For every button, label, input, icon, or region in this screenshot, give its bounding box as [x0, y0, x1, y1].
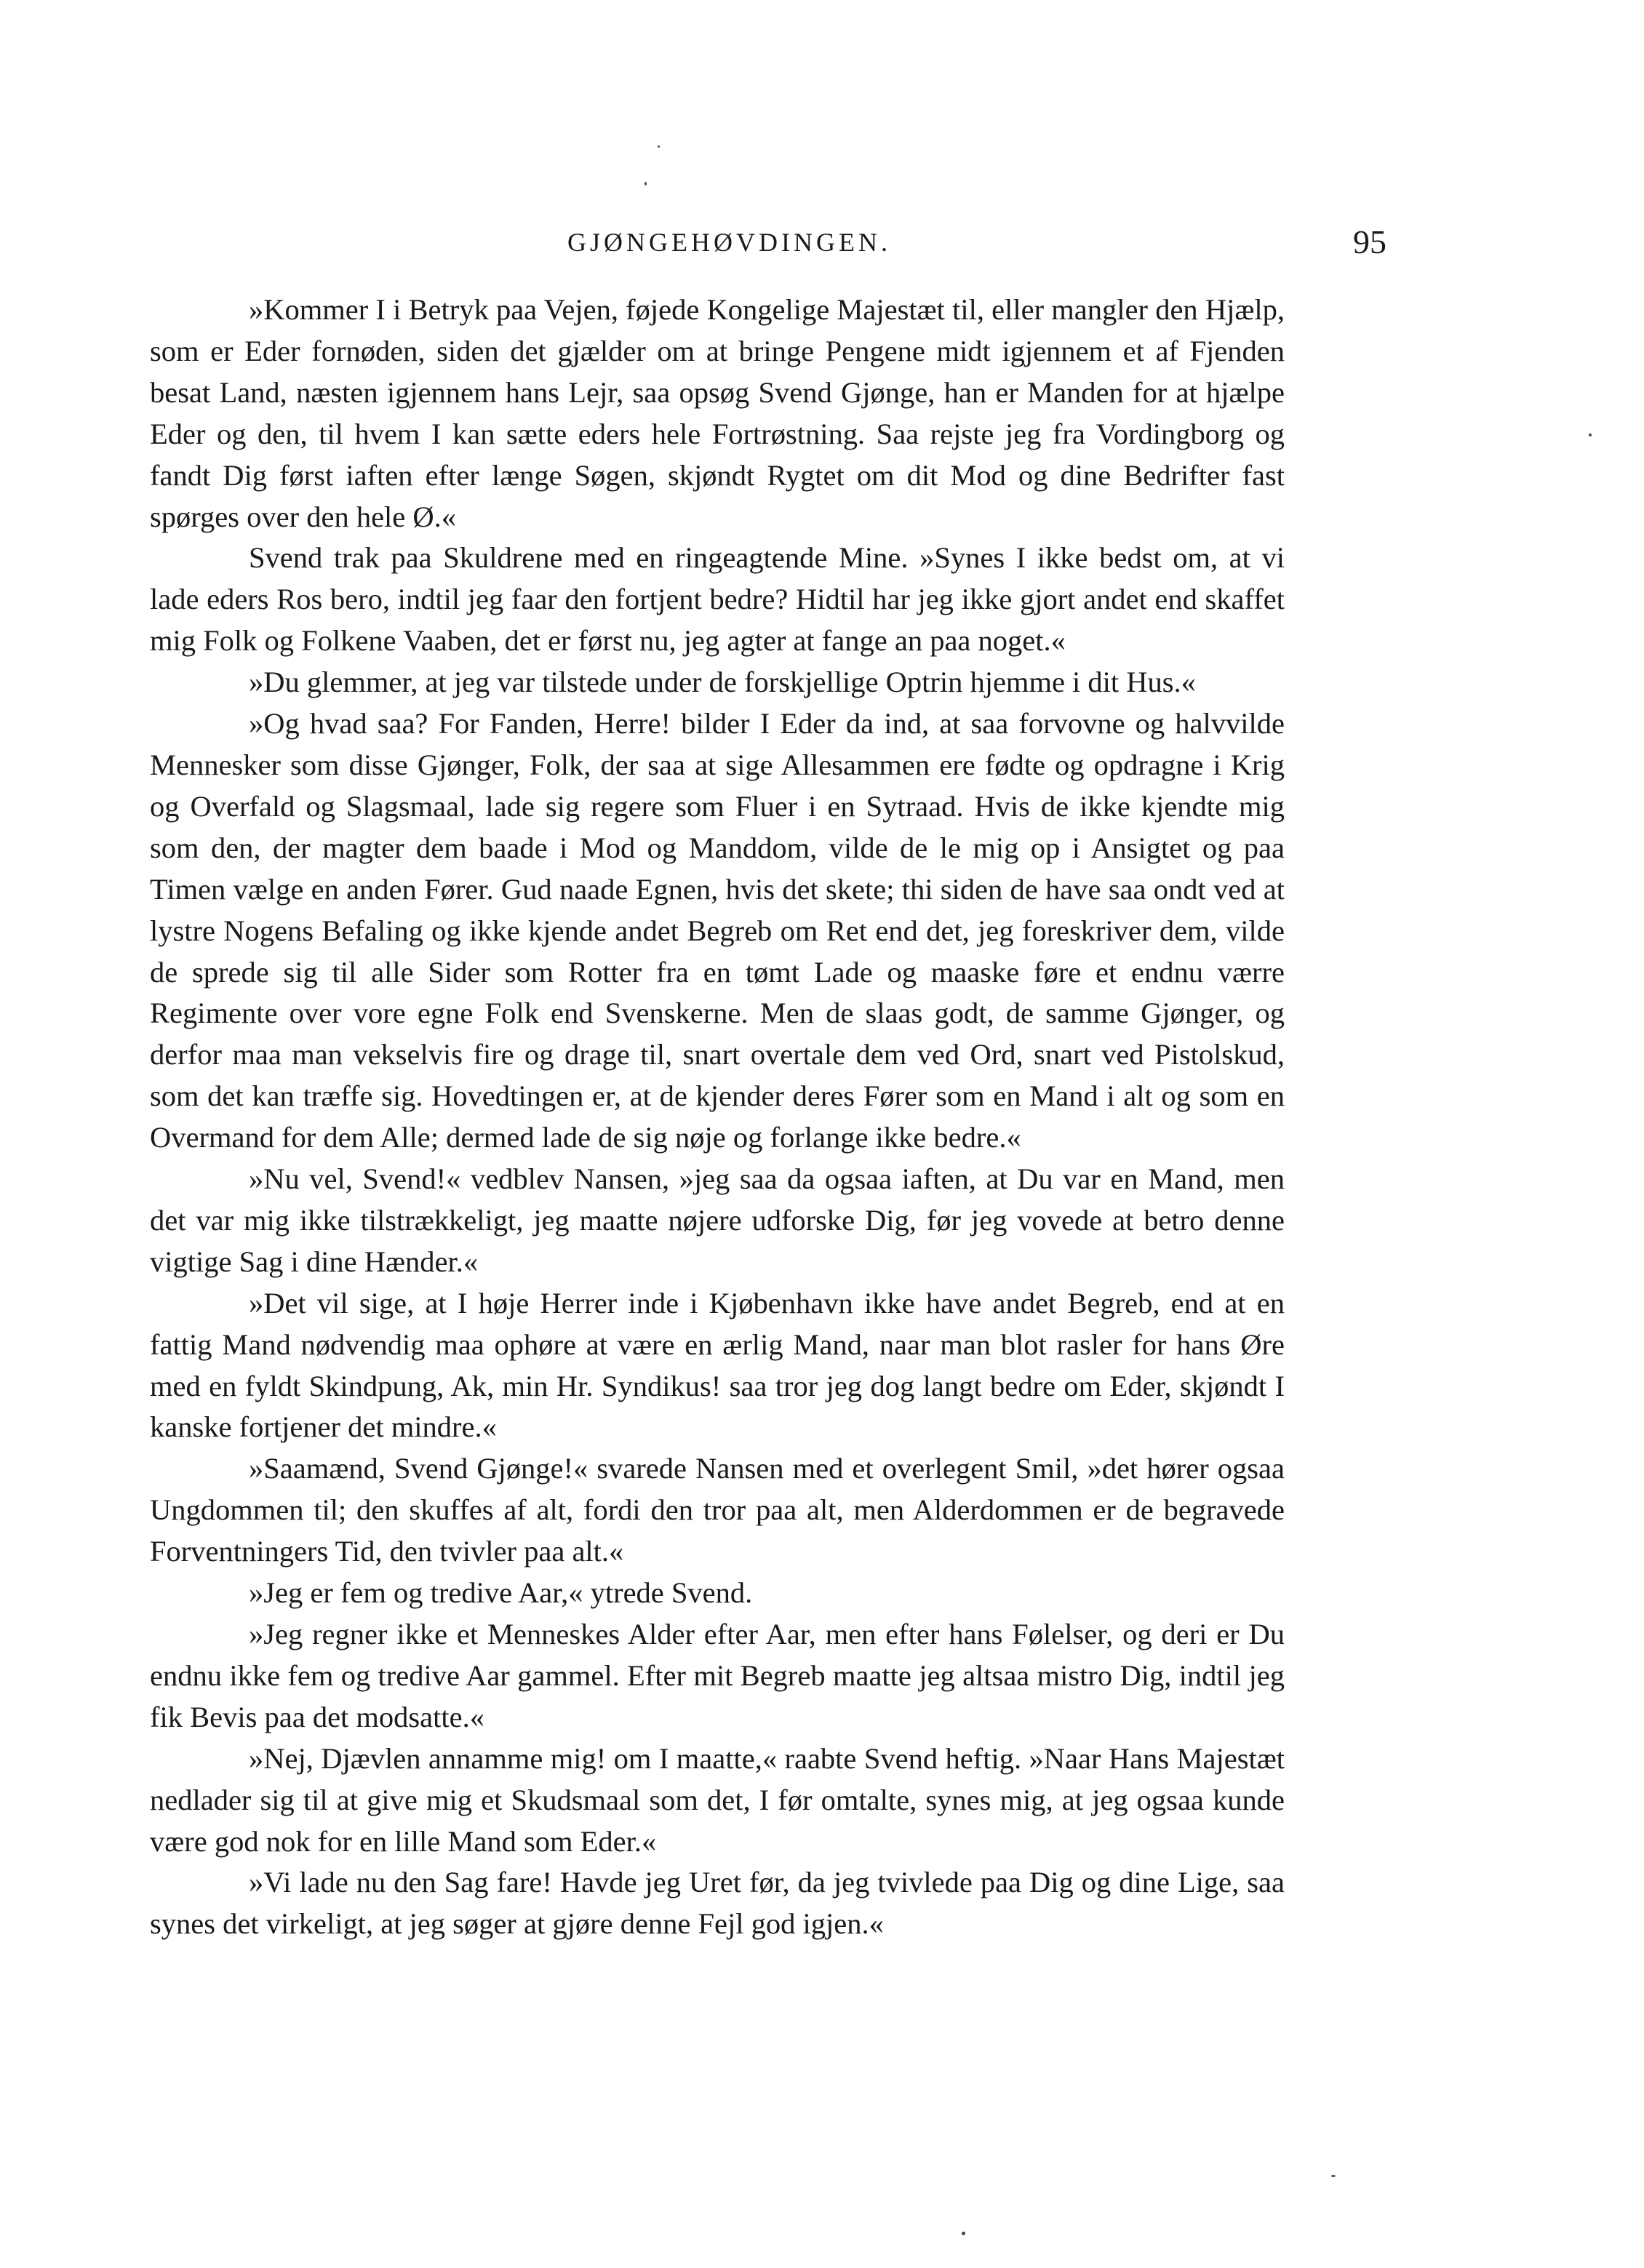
paragraph: »Nu vel, Svend!« vedblev Nansen, »jeg saa da ogsaa iaften, at Du var en Mand, men det var mig ikke tilstrækkeligt, jeg maatte nøjere udforske Dig, før jeg vovede at betro denne vigtige Sag i dine Hænder.«: [150, 1162, 1285, 1278]
paragraph: »Jeg regner ikke et Menneskes Alder efter Aar, men efter hans Følelser, og deri er Du endnu ikke fem og tredive Aar gammel. Efter mit Begreb maatte jeg altsaa mistro Dig, indtil jeg fik Bevis paa det modsatte.«: [150, 1618, 1285, 1733]
running-head-title: GJØNGEHØVDINGEN.: [567, 228, 891, 257]
page-number: 95: [1353, 223, 1386, 260]
print-speck: [962, 2232, 965, 2235]
body-text: [150, 290, 1285, 1945]
paragraph: »Vi lade nu den Sag fare! Havde jeg Uret før, da jeg tvivlede paa Dig og dine Lige, saa synes det virkeligt, at jeg søger at gjøre denne Fejl god igjen.«: [150, 1866, 1285, 1941]
paragraph: »Det vil sige, at I høje Herrer inde i Kjøbenhavn ikke have andet Begreb, end at en fattig Mand nødvendig maa ophøre at være en ærlig Mand, naar man blot rasler for hans Øre med en fyldt Skindpung, Ak, min Hr. Syndikus! saa tror jeg dog langt bedre om Eder, skjøndt I kanske fortjener det mindre.«: [150, 1286, 1285, 1444]
paragraph: »Saamænd, Svend Gjønge!« svarede Nansen med et overlegent Smil, »det hører ogsaa Ungdommen til; den skuffes af alt, fordi den tror paa alt, men Alderdommen er de begravede Forventningers Tid, den tvivler paa alt.«: [150, 1452, 1285, 1568]
paragraph: Svend trak paa Skuldrene med en ringeagtende Mine. »Synes I ikke bedst om, at vi lade eders Ros bero, indtil jeg faar den fortjent bedre? Hidtil har jeg ikke gjort andet end skaffet mig Folk og Folkene Vaaben, det er først nu, jeg agter at fange an paa noget.«: [150, 541, 1285, 658]
print-speck: [645, 182, 647, 185]
print-speck: [1331, 2175, 1336, 2177]
paragraph: »Du glemmer, at jeg var tilstede under de forskjellige Optrin hjemme i dit Hus.«: [249, 666, 1196, 699]
print-speck: [1589, 434, 1592, 436]
paragraph: »Jeg er fem og tredive Aar,« ytrede Svend.: [249, 1576, 753, 1610]
paragraph: »Og hvad saa? For Fanden, Herre! bilder I Eder da ind, at saa forvovne og halvvilde Mennesker som disse Gjønger, Folk, der saa at sige Allesammen ere fødte og opdragne i Krig og Overfald og Slagsmaal, lade sig regere som Fluer i en Sytraad. Hvis de ikke kjendte mig som den, der magter dem baade i Mod og Manddom, vilde de le mig op i Ansigtet og paa Timen vælge en anden Fører. Gud naade Egnen, hvis det skete; thi siden de have saa ondt ved at lystre Nogens Befaling og ikke kjende andet Begreb om Ret end det, jeg foreskriver dem, vilde de sprede sig til alle Sider som Rotter fra en tømt Lade og maaske føre et endnu værre Regimente over vore egne Folk end Svenskerne. Men de slaas godt, de samme Gjønger, og derfor maa man vekselvis fire og drage til, snart overtale dem ved Ord, snart ved Pistolskud, som det kan træffe sig. Hovedtingen er, at de kjender deres Fører som en Mand i alt og som en Overmand for dem Alle; dermed lade de sig nøje og forlange ikke bedre.«: [150, 707, 1285, 1154]
paragraph: »Kommer I i Betryk paa Vejen, føjede Kongelige Majestæt til, eller mangler den Hjælp, som er Eder fornøden, siden det gjælder om at bringe Pengene midt igjennem et af Fjenden besat Land, næsten igjennem hans Lejr, saa opsøg Svend Gjønge, han er Manden for at hjælpe Eder og den, til hvem I kan sætte eders hele Fortrøstning. Saa rejste jeg fra Vordingborg og fandt Dig først iaften efter længe Søgen, skjøndt Rygtet om dit Mod og dine Bedrifter fast spørges over den hele Ø.«: [150, 293, 1285, 533]
paragraph: »Nej, Djævlen annamme mig! om I maatte,« raabte Svend heftig. »Naar Hans Majestæt nedlader sig til at give mig et Skudsmaal som det, I før omtalte, synes mig, at jeg ogsaa kunde være god nok for en lille Mand som Eder.«: [150, 1741, 1285, 1858]
print-speck: [658, 145, 660, 148]
